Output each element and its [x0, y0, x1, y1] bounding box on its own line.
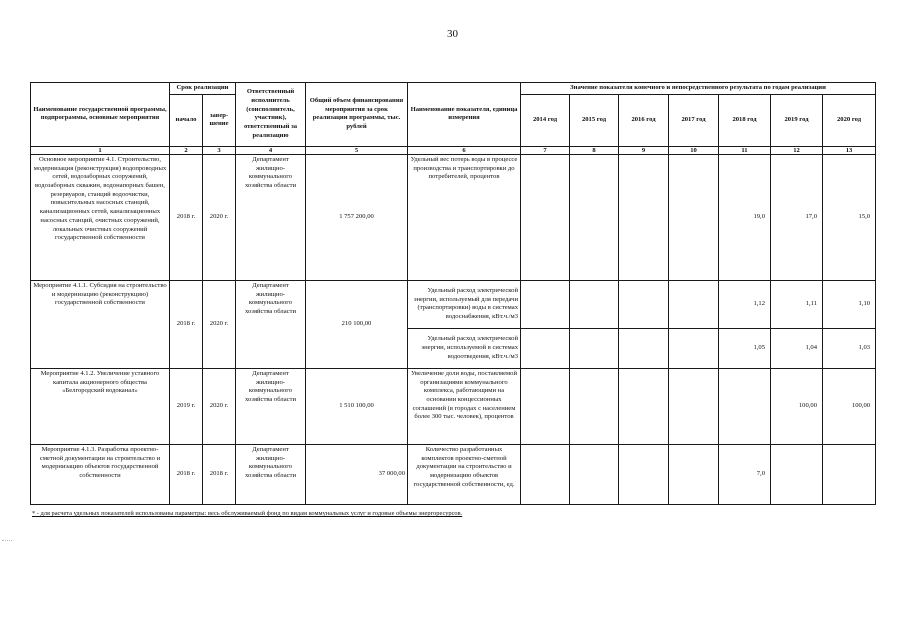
- value-cell-empty: [619, 328, 669, 368]
- program-name-cell: Мероприятие 4.1.3. Разработка проектно-сметной документации на строительство и модернизацию объектов государственной собственности: [31, 444, 170, 504]
- program-name-cell: Мероприятие 4.1.1. Субсидия на строительство и модернизацию (реконструкцию) государственной собственности: [31, 280, 170, 368]
- column-number: 4: [236, 146, 306, 154]
- responsible-cell: Департамент жилищно-коммунального хозяйства области: [236, 444, 306, 504]
- value-cell-empty: [823, 444, 876, 504]
- value-cell-2020: 15,0: [823, 154, 876, 280]
- header-start: начало: [170, 94, 203, 146]
- column-number-row: [31, 146, 876, 154]
- header-year: 2015 год: [570, 94, 619, 146]
- value-cell-empty: [619, 154, 669, 280]
- indicator-cell: Количество разработанных комплектов проектно-сметной документации на строительство и модернизацию объектов государственной собственности, ед.: [408, 444, 521, 504]
- value-cell-2019: 100,00: [771, 368, 823, 444]
- footnote: * - для расчета удельных показателей использованы параметры: весь обслуживаемый фонд по видам коммунальных услуг и годовые объемы энергоресурсов.: [32, 510, 463, 517]
- table-row: [31, 444, 876, 504]
- responsible-cell: Департамент жилищно-коммунального хозяйства области: [236, 280, 306, 368]
- value-cell-empty: [570, 328, 619, 368]
- column-number: 8: [570, 146, 619, 154]
- start-cell: 2018 г.: [170, 154, 203, 280]
- start-cell: 2018 г.: [170, 280, 203, 368]
- column-number: 9: [619, 146, 669, 154]
- indicator-cell: Удельный вес потерь воды в процессе производства и транспортировки до потребителей, процентов: [408, 154, 521, 280]
- header-year: 2020 год: [823, 94, 876, 146]
- end-cell: 2020 г.: [203, 154, 236, 280]
- header-end: завер-шение: [203, 94, 236, 146]
- value-cell-2018: 1,12: [719, 280, 771, 328]
- value-cell-empty: [669, 154, 719, 280]
- table-row: [31, 368, 876, 444]
- header-year: 2014 год: [521, 94, 570, 146]
- value-cell-empty: [619, 444, 669, 504]
- table-row: [31, 154, 876, 280]
- value-cell-empty: [521, 328, 570, 368]
- column-number: 3: [203, 146, 236, 154]
- header-program-name: Наименование государственной программы, подпрограммы, основные мероприятия: [31, 83, 170, 147]
- responsible-cell: Департамент жилищно-коммунального хозяйства области: [236, 368, 306, 444]
- value-cell-2019: 1,11: [771, 280, 823, 328]
- header-responsible: Ответственный исполнитель (соисполнитель, участник), ответственный за реализацию: [236, 83, 306, 147]
- value-cell-2018: 1,05: [719, 328, 771, 368]
- value-cell-2020: 1,10: [823, 280, 876, 328]
- value-cell-2018: 19,0: [719, 154, 771, 280]
- value-cell-empty: [619, 280, 669, 328]
- value-cell-empty: [570, 368, 619, 444]
- value-cell-empty: [669, 328, 719, 368]
- program-name-cell: Основное мероприятие 4.1. Строительство, модернизация (реконструкция) водопроводных сетей, водозаборных сооружений, водозаборных скважин, водонапорных башен, резервуаров, станций водоочистки, повысительных насосных станций, канализационных сетей, канализационных насосных станций, очистных сооружений, локальных очистных сооружений государственной собственности: [31, 154, 170, 280]
- indicator-cell: Удельный расход электрической энергии, используемый для передачи (транспортировки) воды в системах водоснабжения, кВт.ч./м3: [408, 280, 521, 328]
- funding-cell: 1 510 100,00: [306, 368, 408, 444]
- value-cell-empty: [719, 368, 771, 444]
- value-cell-empty: [570, 444, 619, 504]
- program-table: [30, 82, 876, 505]
- value-cell-empty: [669, 368, 719, 444]
- value-cell-2018: 7,0: [719, 444, 771, 504]
- column-number: 12: [771, 146, 823, 154]
- program-name-cell: Мероприятие 4.1.2. Увеличение уставного капитала акционерного общества «Белгородский водоканал»: [31, 368, 170, 444]
- value-cell-2019: 1,04: [771, 328, 823, 368]
- header-results-group: Значение показателя конечного и непосредственного результата по годам реализации: [521, 83, 876, 95]
- header-funding: Общий объем финансирования мероприятия за срок реализации программы, тыс. рублей: [306, 83, 408, 147]
- column-number: 6: [408, 146, 521, 154]
- funding-cell: 37 000,00: [306, 444, 408, 504]
- column-number: 5: [306, 146, 408, 154]
- value-cell-2020: 1,03: [823, 328, 876, 368]
- indicator-cell: Увеличение доли воды, поставляемой организациями коммунального комплекса, работающими на основании концессионных соглашений (в городах с населением более 300 тыс. человек), процентов: [408, 368, 521, 444]
- end-cell: 2020 г.: [203, 368, 236, 444]
- column-number: 13: [823, 146, 876, 154]
- value-cell-empty: [570, 154, 619, 280]
- value-cell-empty: [570, 280, 619, 328]
- header-term-group: Срок реализации: [170, 83, 236, 95]
- value-cell-empty: [669, 444, 719, 504]
- value-cell-2019: 17,0: [771, 154, 823, 280]
- start-cell: 2019 г.: [170, 368, 203, 444]
- end-cell: 2018 г.: [203, 444, 236, 504]
- column-number: 7: [521, 146, 570, 154]
- responsible-cell: Департамент жилищно-коммунального хозяйства области: [236, 154, 306, 280]
- column-number: 11: [719, 146, 771, 154]
- value-cell-empty: [521, 368, 570, 444]
- header-row-1: [31, 83, 876, 95]
- value-cell-empty: [521, 444, 570, 504]
- page-number: 30: [447, 28, 458, 40]
- scan-edge-mark: [2, 540, 12, 541]
- indicator-cell: Удельный расход электрической энергии, используемой в системах водоотведения, кВт.ч./м3: [408, 328, 521, 368]
- funding-cell: 210 100,00: [306, 280, 408, 368]
- column-number: 2: [170, 146, 203, 154]
- header-indicator: Наименование показателя, единица измерения: [408, 83, 521, 147]
- funding-cell: 1 757 200,00: [306, 154, 408, 280]
- value-cell-empty: [669, 280, 719, 328]
- start-cell: 2018 г.: [170, 444, 203, 504]
- header-year: 2018 год: [719, 94, 771, 146]
- end-cell: 2020 г.: [203, 280, 236, 368]
- value-cell-empty: [521, 280, 570, 328]
- header-year: 2019 год: [771, 94, 823, 146]
- value-cell-2020: 100,00: [823, 368, 876, 444]
- column-number: 10: [669, 146, 719, 154]
- value-cell-empty: [771, 444, 823, 504]
- header-year: 2016 год: [619, 94, 669, 146]
- table-row: [31, 280, 876, 328]
- column-number: 1: [31, 146, 170, 154]
- value-cell-empty: [619, 368, 669, 444]
- value-cell-empty: [521, 154, 570, 280]
- header-year: 2017 год: [669, 94, 719, 146]
